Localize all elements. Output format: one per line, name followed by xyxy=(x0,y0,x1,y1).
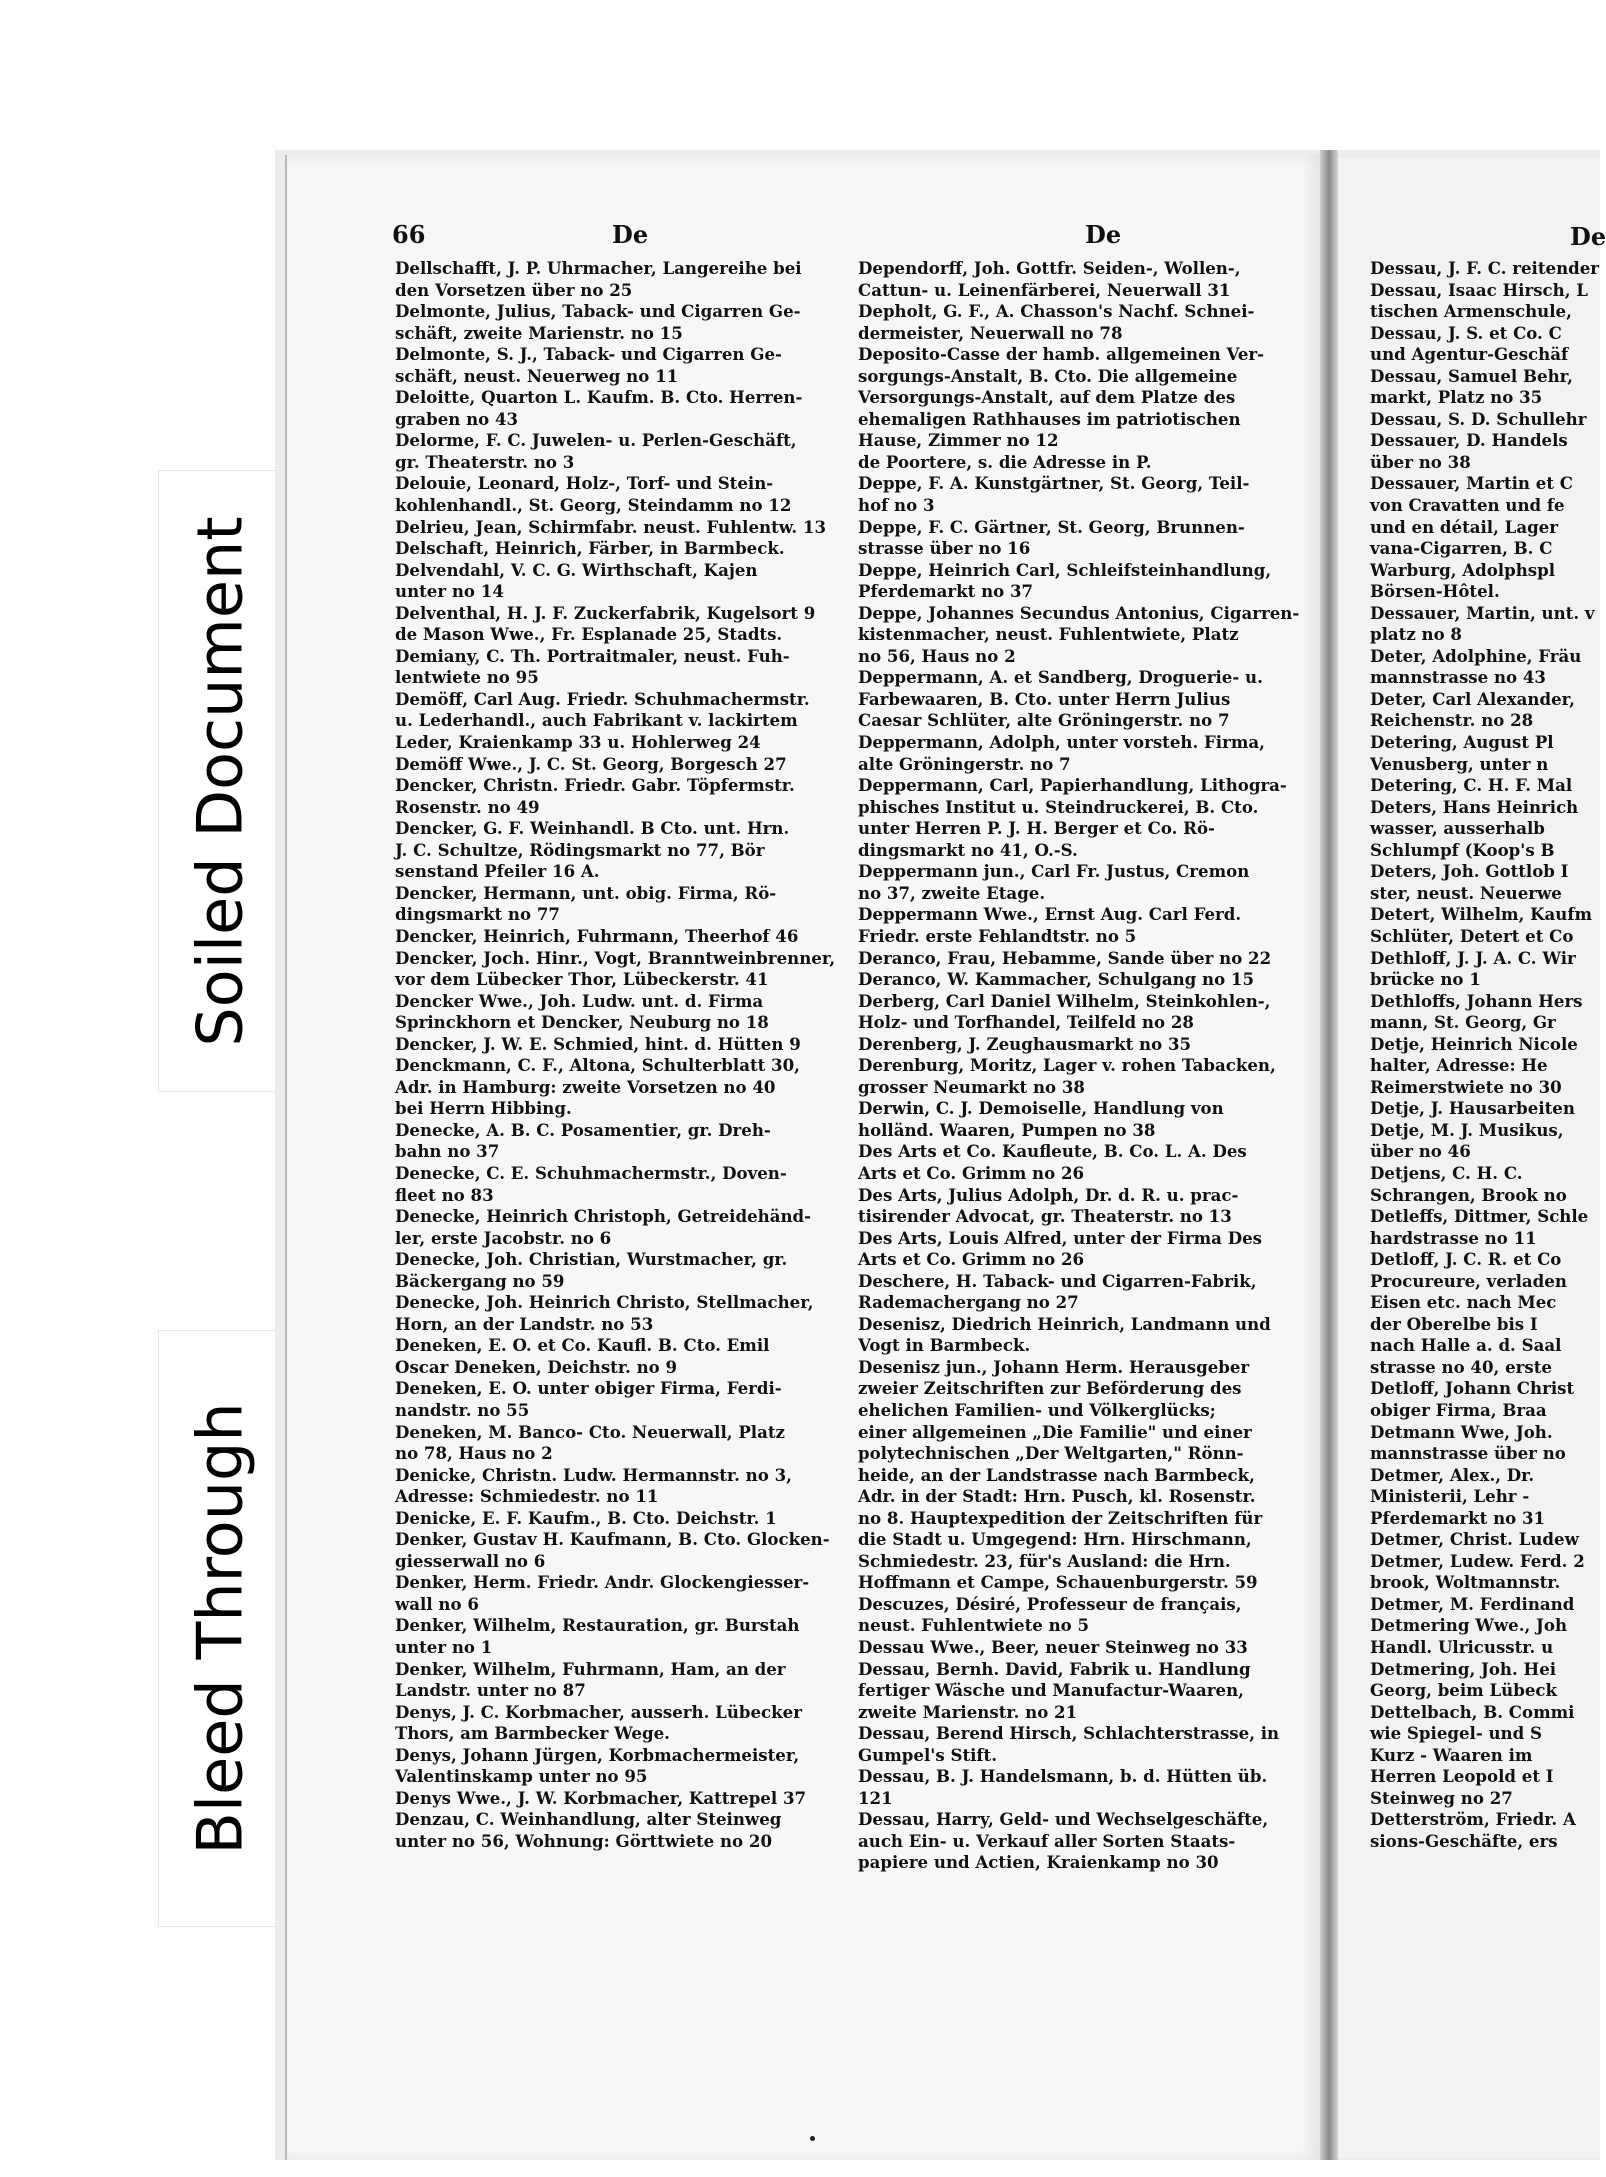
ink-speck xyxy=(810,2136,815,2141)
directory-line: lentwiete no 95 xyxy=(395,667,539,688)
directory-line: Dessauer, D. Handels xyxy=(1370,430,1568,451)
directory-line: Bäckergang no 59 xyxy=(395,1270,565,1291)
directory-line: Adresse: Schmiedestr. no 11 xyxy=(395,1486,659,1507)
directory-line: Leder, Kraienkamp 33 u. Hohlerweg 24 xyxy=(395,732,761,753)
directory-line: Friedr. erste Fehlandtstr. no 5 xyxy=(858,925,1137,946)
directory-line: Vogt in Barmbeck. xyxy=(858,1335,1031,1356)
directory-line: Deneken, E. O. et Co. Kaufl. B. Cto. Emil xyxy=(395,1335,770,1356)
directory-line: Deranco, Frau, Hebamme, Sande über no 22 xyxy=(858,947,1272,968)
directory-line: Desenisz jun., Johann Herm. Herausgeber xyxy=(858,1356,1250,1377)
directory-line: Kurz - Waaren im xyxy=(1370,1744,1533,1765)
directory-line: Dessau, J. F. C. reitender xyxy=(1370,258,1600,278)
running-head-facing-page: De xyxy=(1570,222,1606,251)
directory-line: Denecke, Joh. Heinrich Christo, Stellmacher, xyxy=(395,1292,814,1313)
directory-line: Desenisz, Diedrich Heinrich, Landmann und xyxy=(858,1313,1271,1334)
directory-line: Dencker Wwe., Joh. Ludw. unt. d. Firma xyxy=(395,990,764,1011)
directory-line: de Poortere, s. die Adresse in P. xyxy=(858,451,1152,472)
directory-line: ehemaligen Rathhauses im patriotischen xyxy=(858,408,1241,429)
directory-line: Demöff, Carl Aug. Friedr. Schuhmachermstr. xyxy=(395,688,810,709)
directory-line: unter no 14 xyxy=(395,581,504,602)
directory-line: Adr. in Hamburg: zweite Vorsetzen no 40 xyxy=(395,1076,776,1097)
directory-line: Detje, M. J. Musikus, xyxy=(1370,1119,1564,1140)
directory-line: grosser Neumarkt no 38 xyxy=(858,1076,1085,1097)
directory-line: strasse no 40, erste xyxy=(1370,1356,1552,1377)
directory-line: Detloff, J. C. R. et Co xyxy=(1370,1249,1562,1270)
directory-line: Des Arts, Julius Adolph, Dr. d. R. u. prac- xyxy=(858,1184,1239,1205)
directory-line: Dessau, S. D. Schullehr xyxy=(1370,408,1587,429)
left-column xyxy=(395,258,848,1852)
directory-line: Rademachergang no 27 xyxy=(858,1292,1079,1313)
directory-line: Herren Leopold et I xyxy=(1370,1766,1554,1787)
directory-line: Derwin, C. J. Demoiselle, Handlung von xyxy=(858,1098,1224,1119)
directory-line: brook, Woltmannstr. xyxy=(1370,1572,1561,1593)
directory-line: alte Gröningerstr. no 7 xyxy=(858,753,1071,774)
directory-line: Börsen-Hôtel. xyxy=(1370,581,1500,602)
directory-line: Denker, Wilhelm, Fuhrmann, Ham, an der xyxy=(395,1658,786,1679)
directory-line: hof no 3 xyxy=(858,495,935,516)
directory-line: hardstrasse no 11 xyxy=(1370,1227,1537,1248)
directory-line: Deter, Adolphine, Fräu xyxy=(1370,645,1582,666)
directory-line: Reimerstwiete no 30 xyxy=(1370,1076,1562,1097)
directory-line: Denckmann, C. F., Altona, Schulterblatt 30, xyxy=(395,1055,800,1076)
directory-line: unter Herren P. J. H. Berger et Co. Rö- xyxy=(858,818,1215,839)
directory-line: Procureure, verladen xyxy=(1370,1270,1567,1291)
directory-line: Delouie, Leonard, Holz-, Torf- und Stein- xyxy=(395,473,774,494)
directory-line: Dencker, J. W. E. Schmied, hint. d. Hütten 9 xyxy=(395,1033,801,1054)
directory-line: holländ. Waaren, Pumpen no 38 xyxy=(858,1119,1156,1140)
directory-line: no 8. Hauptexpedition der Zeitschriften für xyxy=(858,1507,1263,1528)
directory-line: Dethloffs, Johann Hers xyxy=(1370,990,1583,1011)
directory-line: Ministerii, Lehr - xyxy=(1370,1486,1530,1507)
directory-line: Derenberg, J. Zeughausmarkt no 35 xyxy=(858,1033,1192,1054)
directory-line: Denicke, E. F. Kaufm., B. Cto. Deichstr. 1 xyxy=(395,1507,777,1528)
directory-line: mann, St. Georg, Gr xyxy=(1370,1012,1556,1033)
directory-line: Denecke, Joh. Christian, Wurstmacher, gr. xyxy=(395,1249,788,1270)
directory-line: ster, neust. Neuerwe xyxy=(1370,882,1562,903)
directory-line: Denker, Herm. Friedr. Andr. Glockengiesser- xyxy=(395,1572,810,1593)
directory-line: Steinweg no 27 xyxy=(1370,1787,1513,1808)
directory-line: nandstr. no 55 xyxy=(395,1399,530,1420)
directory-line: Descuzes, Désiré, Professeur de français, xyxy=(858,1593,1242,1614)
directory-line: brücke no 1 xyxy=(1370,969,1481,990)
middle-column xyxy=(858,258,1306,1874)
directory-line: Landstr. unter no 87 xyxy=(395,1680,586,1701)
directory-line: Detmering Wwe., Joh xyxy=(1370,1615,1568,1636)
directory-line: papiere und Actien, Kraienkamp no 30 xyxy=(858,1852,1219,1873)
directory-line: fertiger Wäsche und Manufactur-Waaren, xyxy=(858,1680,1244,1701)
directory-line: den Vorsetzen über no 25 xyxy=(395,279,633,300)
directory-line: sorgungs-Anstalt, B. Cto. Die allgemeine xyxy=(858,365,1238,386)
directory-line: Detjens, C. H. C. xyxy=(1370,1162,1523,1183)
directory-line: Dessau Wwe., Beer, neuer Steinweg no 33 xyxy=(858,1637,1248,1657)
directory-line: wie Spiegel- und S xyxy=(1370,1723,1542,1744)
directory-line: Cattun- u. Leinenfärberei, Neuerwall 31 xyxy=(858,279,1231,300)
directory-line: Detmann Wwe, Joh. xyxy=(1370,1421,1553,1442)
directory-line: Dencker, Heinrich, Fuhrmann, Theerhof 46 xyxy=(395,925,799,946)
directory-line: Farbewaaren, B. Cto. unter Herrn Julius xyxy=(858,688,1231,709)
page-number: 66 xyxy=(392,220,426,249)
directory-line: Denys Wwe., J. W. Korbmacher, Kattrepel 37 xyxy=(395,1787,807,1808)
directory-line: und Agentur-Geschäf xyxy=(1370,344,1569,365)
directory-line: Pferdemarkt no 31 xyxy=(1370,1507,1546,1528)
directory-line: Detje, J. Hausarbeiten xyxy=(1370,1098,1575,1119)
directory-line: einer allgemeinen „Die Familie" und einer xyxy=(858,1421,1252,1442)
directory-line: Dessauer, Martin, unt. v xyxy=(1370,602,1595,623)
soiled-document-label-text: Soiled Document xyxy=(183,515,257,1047)
directory-line: Derenburg, Moritz, Lager v. rohen Tabacken, xyxy=(858,1055,1276,1076)
directory-line: Deppe, Johannes Secundus Antonius, Cigarren- xyxy=(858,602,1300,623)
directory-line: wasser, ausserhalb xyxy=(1370,818,1545,839)
directory-line: vana-Cigarren, B. C xyxy=(1370,538,1553,559)
bleed-through-label xyxy=(158,1330,282,1927)
directory-line: Detmer, Christ. Ludew xyxy=(1370,1529,1579,1550)
directory-line: Handl. Ulricusstr. u xyxy=(1370,1637,1554,1657)
directory-line: kohlenhandl., St. Georg, Steindamm no 12 xyxy=(395,495,792,516)
directory-line: senstand Pfeiler 16 A. xyxy=(395,861,600,882)
directory-line: und en détail, Lager xyxy=(1370,516,1558,537)
directory-line: Derberg, Carl Daniel Wilhelm, Steinkohlen-, xyxy=(858,990,1271,1011)
directory-line: bahn no 37 xyxy=(395,1141,500,1162)
directory-line: Thors, am Barmbecker Wege. xyxy=(395,1723,670,1744)
directory-line: Versorgungs-Anstalt, auf dem Platze des xyxy=(858,387,1236,408)
book-gutter xyxy=(1320,150,1338,2160)
directory-line: Deschere, H. Taback- und Cigarren-Fabrik, xyxy=(858,1270,1257,1291)
directory-line: Pferdemarkt no 37 xyxy=(858,581,1034,602)
directory-line: Dencker, Hermann, unt. obig. Firma, Rö- xyxy=(395,882,777,903)
directory-line: tisirender Advocat, gr. Theaterstr. no 13 xyxy=(858,1206,1232,1227)
directory-line: Delschaft, Heinrich, Färber, in Barmbeck. xyxy=(395,538,785,559)
directory-line: Schlumpf (Koop's B xyxy=(1370,839,1555,860)
directory-line: Denecke, Heinrich Christoph, Getreidehänd- xyxy=(395,1206,812,1227)
directory-line: Deppe, Heinrich Carl, Schleifsteinhandlung, xyxy=(858,559,1272,580)
directory-line: platz no 8 xyxy=(1370,624,1462,645)
directory-line: Deranco, W. Kammacher, Schulgang no 15 xyxy=(858,969,1255,990)
directory-line: ler, erste Jacobstr. no 6 xyxy=(395,1227,612,1248)
bleed-through-label-text: Bleed Through xyxy=(183,1402,257,1855)
directory-line: Deters, Joh. Gottlob I xyxy=(1370,861,1569,882)
directory-line: Deppermann, Adolph, unter vorsteh. Firma, xyxy=(858,732,1265,753)
directory-line: Deppermann, Carl, Papierhandlung, Lithogra- xyxy=(858,775,1287,796)
directory-line: Dencker, Joch. Hinr., Vogt, Branntweinbrenner, xyxy=(395,947,836,968)
directory-line: polytechnischen „Der Weltgarten," Rönn- xyxy=(858,1443,1244,1464)
directory-line: Detmering, Joh. Hei xyxy=(1370,1658,1557,1679)
directory-line: Detmer, Alex., Dr. xyxy=(1370,1464,1535,1485)
directory-line: wall no 6 xyxy=(395,1593,479,1614)
directory-line: de Mason Wwe., Fr. Esplanade 25, Stadts. xyxy=(395,624,783,645)
directory-line: ehelichen Familien- und Völkerglücks; xyxy=(858,1399,1216,1420)
directory-line: phisches Institut u. Steindruckerei, B. Cto. xyxy=(858,796,1259,817)
directory-line: Dessau, B. J. Handelsmann, b. d. Hütten üb. 121 xyxy=(858,1766,1268,1808)
directory-line: Reichenstr. no 28 xyxy=(1370,710,1534,731)
directory-line: Warburg, Adolphspl xyxy=(1370,559,1556,580)
directory-line: kistenmacher, neust. Fuhlentwiete, Platz xyxy=(858,624,1239,645)
directory-line: dingsmarkt no 77 xyxy=(395,904,560,925)
directory-line: Deloitte, Quarton L. Kaufm. B. Cto. Herren- xyxy=(395,387,803,408)
directory-line: nach Halle a. d. Saal xyxy=(1370,1335,1562,1356)
directory-line: Deppermann Wwe., Ernst Aug. Carl Ferd. xyxy=(858,904,1242,925)
running-head-left: De xyxy=(612,220,649,249)
directory-line: Delrieu, Jean, Schirmfabr. neust. Fuhlentw. 13 xyxy=(395,516,826,537)
directory-line: Delmonte, S. J., Taback- und Cigarren Ge- xyxy=(395,344,782,365)
directory-line: Dencker, G. F. Weinhandl. B Cto. unt. Hrn. xyxy=(395,818,790,839)
directory-line: no 37, zweite Etage. xyxy=(858,882,1046,903)
directory-line: mannstrasse no 43 xyxy=(1370,667,1546,688)
directory-line: Dessau, Samuel Behr, xyxy=(1370,365,1573,386)
directory-line: Dessau, Isaac Hirsch, L xyxy=(1370,279,1588,300)
directory-line: Schrangen, Brook no xyxy=(1370,1184,1567,1205)
directory-line: graben no 43 xyxy=(395,408,519,429)
directory-line: Deppermann jun., Carl Fr. Justus, Cremon xyxy=(858,861,1250,882)
directory-line: Delventhal, H. J. F. Zuckerfabrik, Kugelsort 9 xyxy=(395,602,816,623)
directory-line: Dettelbach, B. Commi xyxy=(1370,1701,1575,1722)
directory-line: unter no 56, Wohnung: Görttwiete no 20 xyxy=(395,1830,772,1851)
directory-line: Venusberg, unter n xyxy=(1370,753,1549,774)
directory-line: Detje, Heinrich Nicole xyxy=(1370,1033,1578,1054)
directory-line: Detloff, Johann Christ xyxy=(1370,1378,1575,1399)
directory-line: Deneken, M. Banco- Cto. Neuerwall, Platz xyxy=(395,1421,785,1442)
directory-line: no 78, Haus no 2 xyxy=(395,1443,553,1464)
directory-line: Gumpel's Stift. xyxy=(858,1744,997,1765)
directory-line: zweite Marienstr. no 21 xyxy=(858,1701,1078,1722)
running-head-right: De xyxy=(1085,220,1122,249)
directory-line: heide, an der Landstrasse nach Barmbeck, xyxy=(858,1464,1255,1485)
directory-line: Detmer, M. Ferdinand xyxy=(1370,1593,1575,1614)
directory-line: Arts et Co. Grimm no 26 xyxy=(858,1249,1085,1270)
directory-line: unter no 1 xyxy=(395,1637,493,1657)
directory-line: Adr. in der Stadt: Hrn. Pusch, kl. Rosenstr. xyxy=(858,1486,1256,1507)
directory-line: Deneken, E. O. unter obiger Firma, Ferdi- xyxy=(395,1378,782,1399)
directory-line: Denzau, C. Weinhandlung, alter Steinweg xyxy=(395,1809,782,1830)
directory-line: bei Herrn Hibbing. xyxy=(395,1098,572,1119)
directory-line: Dependorff, Joh. Gottfr. Seiden-, Wollen-, xyxy=(858,258,1241,278)
directory-line: über no 38 xyxy=(1370,451,1471,472)
directory-line: Deters, Hans Heinrich xyxy=(1370,796,1579,817)
directory-line: Schlüter, Detert et Co xyxy=(1370,925,1574,946)
directory-line: Deposito-Casse der hamb. allgemeinen Ver- xyxy=(858,344,1265,365)
directory-line: schäft, zweite Marienstr. no 15 xyxy=(395,322,683,343)
directory-line: Dessauer, Martin et C xyxy=(1370,473,1573,494)
directory-line: gr. Theaterstr. no 3 xyxy=(395,451,575,472)
directory-line: tischen Armenschule, xyxy=(1370,301,1572,322)
directory-line: Denecke, A. B. C. Posamentier, gr. Dreh- xyxy=(395,1119,771,1140)
directory-line: Oscar Deneken, Deichstr. no 9 xyxy=(395,1356,678,1377)
directory-line: Eisen etc. nach Mec xyxy=(1370,1292,1557,1313)
directory-line: Arts et Co. Grimm no 26 xyxy=(858,1162,1085,1183)
directory-line: sions-Geschäfte, ers xyxy=(1370,1830,1558,1851)
directory-line: Dessau, Berend Hirsch, Schlachterstrasse, in xyxy=(858,1723,1280,1744)
directory-line: Denker, Wilhelm, Restauration, gr. Burstah xyxy=(395,1615,800,1636)
directory-line: mannstrasse über no xyxy=(1370,1443,1566,1464)
directory-line: Deter, Carl Alexander, xyxy=(1370,688,1575,709)
directory-line: J. C. Schultze, Rödingsmarkt no 77, Bör xyxy=(395,839,765,860)
directory-line: Hause, Zimmer no 12 xyxy=(858,430,1059,451)
directory-line: vor dem Lübecker Thor, Lübeckerstr. 41 xyxy=(395,969,769,990)
directory-line: von Cravatten und fe xyxy=(1370,495,1565,516)
directory-line: Delorme, F. C. Juwelen- u. Perlen-Geschäft, xyxy=(395,430,797,451)
directory-line: dermeister, Neuerwall no 78 xyxy=(858,322,1123,343)
directory-line: Dethloff, J. J. A. C. Wir xyxy=(1370,947,1576,968)
soiled-document-label xyxy=(158,470,282,1092)
directory-line: Demöff Wwe., J. C. St. Georg, Borgesch 27 xyxy=(395,753,787,774)
directory-line: Hoffmann et Campe, Schauenburgerstr. 59 xyxy=(858,1572,1258,1593)
directory-line: Detering, August Pl xyxy=(1370,732,1554,753)
directory-line: dingsmarkt no 41, O.-S. xyxy=(858,839,1078,860)
directory-line: Delvendahl, V. C. G. Wirthschaft, Kajen xyxy=(395,559,758,580)
directory-line: die Stadt u. Umgegend: Hrn. Hirschmann, xyxy=(858,1529,1252,1550)
directory-line: strasse über no 16 xyxy=(858,538,1031,559)
directory-line: Detterström, Friedr. A xyxy=(1370,1809,1576,1830)
directory-line: Deppe, F. C. Gärtner, St. Georg, Brunnen- xyxy=(858,516,1245,537)
directory-line: halter, Adresse: He xyxy=(1370,1055,1548,1076)
directory-line: neust. Fuhlentwiete no 5 xyxy=(858,1615,1090,1636)
directory-line: markt, Platz no 35 xyxy=(1370,387,1543,408)
directory-line: Detert, Wilhelm, Kaufm xyxy=(1370,904,1593,925)
directory-line: u. Lederhandl., auch Fabrikant v. lackirtem xyxy=(395,710,798,731)
directory-line: Dessau, Harry, Geld- und Wechselgeschäfte, xyxy=(858,1809,1269,1830)
directory-line: Deppe, F. A. Kunstgärtner, St. Georg, Teil- xyxy=(858,473,1250,494)
directory-line: Horn, an der Landstr. no 53 xyxy=(395,1313,654,1334)
directory-line: Dencker, Christn. Friedr. Gabr. Töpfermstr. xyxy=(395,775,795,796)
directory-line: Des Arts, Louis Alfred, unter der Firma Des xyxy=(858,1227,1262,1248)
directory-line: Detering, C. H. F. Mal xyxy=(1370,775,1573,796)
directory-line: no 56, Haus no 2 xyxy=(858,645,1016,666)
directory-line: Rosenstr. no 49 xyxy=(395,796,540,817)
directory-line: Valentinskamp unter no 95 xyxy=(395,1766,648,1787)
directory-line: der Oberelbe bis I xyxy=(1370,1313,1538,1334)
directory-line: Dellschafft, J. P. Uhrmacher, Langereihe bei xyxy=(395,258,802,278)
directory-line: Depholt, G. F., A. Chasson's Nachf. Schnei- xyxy=(858,301,1255,322)
directory-line: Denicke, Christn. Ludw. Hermannstr. no 3, xyxy=(395,1464,792,1485)
directory-line: giesserwall no 6 xyxy=(395,1550,546,1571)
directory-line: Dessau, Bernh. David, Fabrik u. Handlung xyxy=(858,1658,1251,1679)
directory-line: Denecke, C. E. Schuhmachermstr., Doven- xyxy=(395,1162,787,1183)
directory-line: schäft, neust. Neuerweg no 11 xyxy=(395,365,679,386)
directory-line: Denys, Johann Jürgen, Korbmachermeister, xyxy=(395,1744,800,1765)
directory-line: Georg, beim Lübeck xyxy=(1370,1680,1557,1701)
directory-line: zweier Zeitschriften zur Beförderung des xyxy=(858,1378,1242,1399)
directory-line: Deppermann, A. et Sandberg, Droguerie- u. xyxy=(858,667,1263,688)
directory-line: Holz- und Torfhandel, Teilfeld no 28 xyxy=(858,1012,1194,1033)
directory-line: Demiany, C. Th. Portraitmaler, neust. Fuh- xyxy=(395,645,790,666)
directory-line: Denker, Gustav H. Kaufmann, B. Cto. Glocken- xyxy=(395,1529,830,1550)
facing-page-column xyxy=(1370,258,1598,1852)
directory-line: auch Ein- u. Verkauf aller Sorten Staats- xyxy=(858,1830,1236,1851)
directory-line: Schmiedestr. 23, für's Ausland: die Hrn. xyxy=(858,1550,1231,1571)
directory-line: Dessau, J. S. et Co. C xyxy=(1370,322,1562,343)
directory-line: Denys, J. C. Korbmacher, ausserh. Lübecker xyxy=(395,1701,802,1722)
directory-line: Des Arts et Co. Kaufleute, B. Co. L. A. Des xyxy=(858,1141,1247,1162)
directory-line: Delmonte, Julius, Taback- und Cigarren Ge- xyxy=(395,301,801,322)
directory-line: Detmer, Ludew. Ferd. 2 xyxy=(1370,1550,1585,1571)
directory-line: Caesar Schlüter, alte Gröningerstr. no 7 xyxy=(858,710,1230,731)
directory-line: Sprinckhorn et Dencker, Neuburg no 18 xyxy=(395,1012,769,1033)
directory-line: Detleffs, Dittmer, Schle xyxy=(1370,1206,1589,1227)
directory-line: über no 46 xyxy=(1370,1141,1471,1162)
directory-line: fleet no 83 xyxy=(395,1184,494,1205)
directory-line: obiger Firma, Braa xyxy=(1370,1399,1547,1420)
